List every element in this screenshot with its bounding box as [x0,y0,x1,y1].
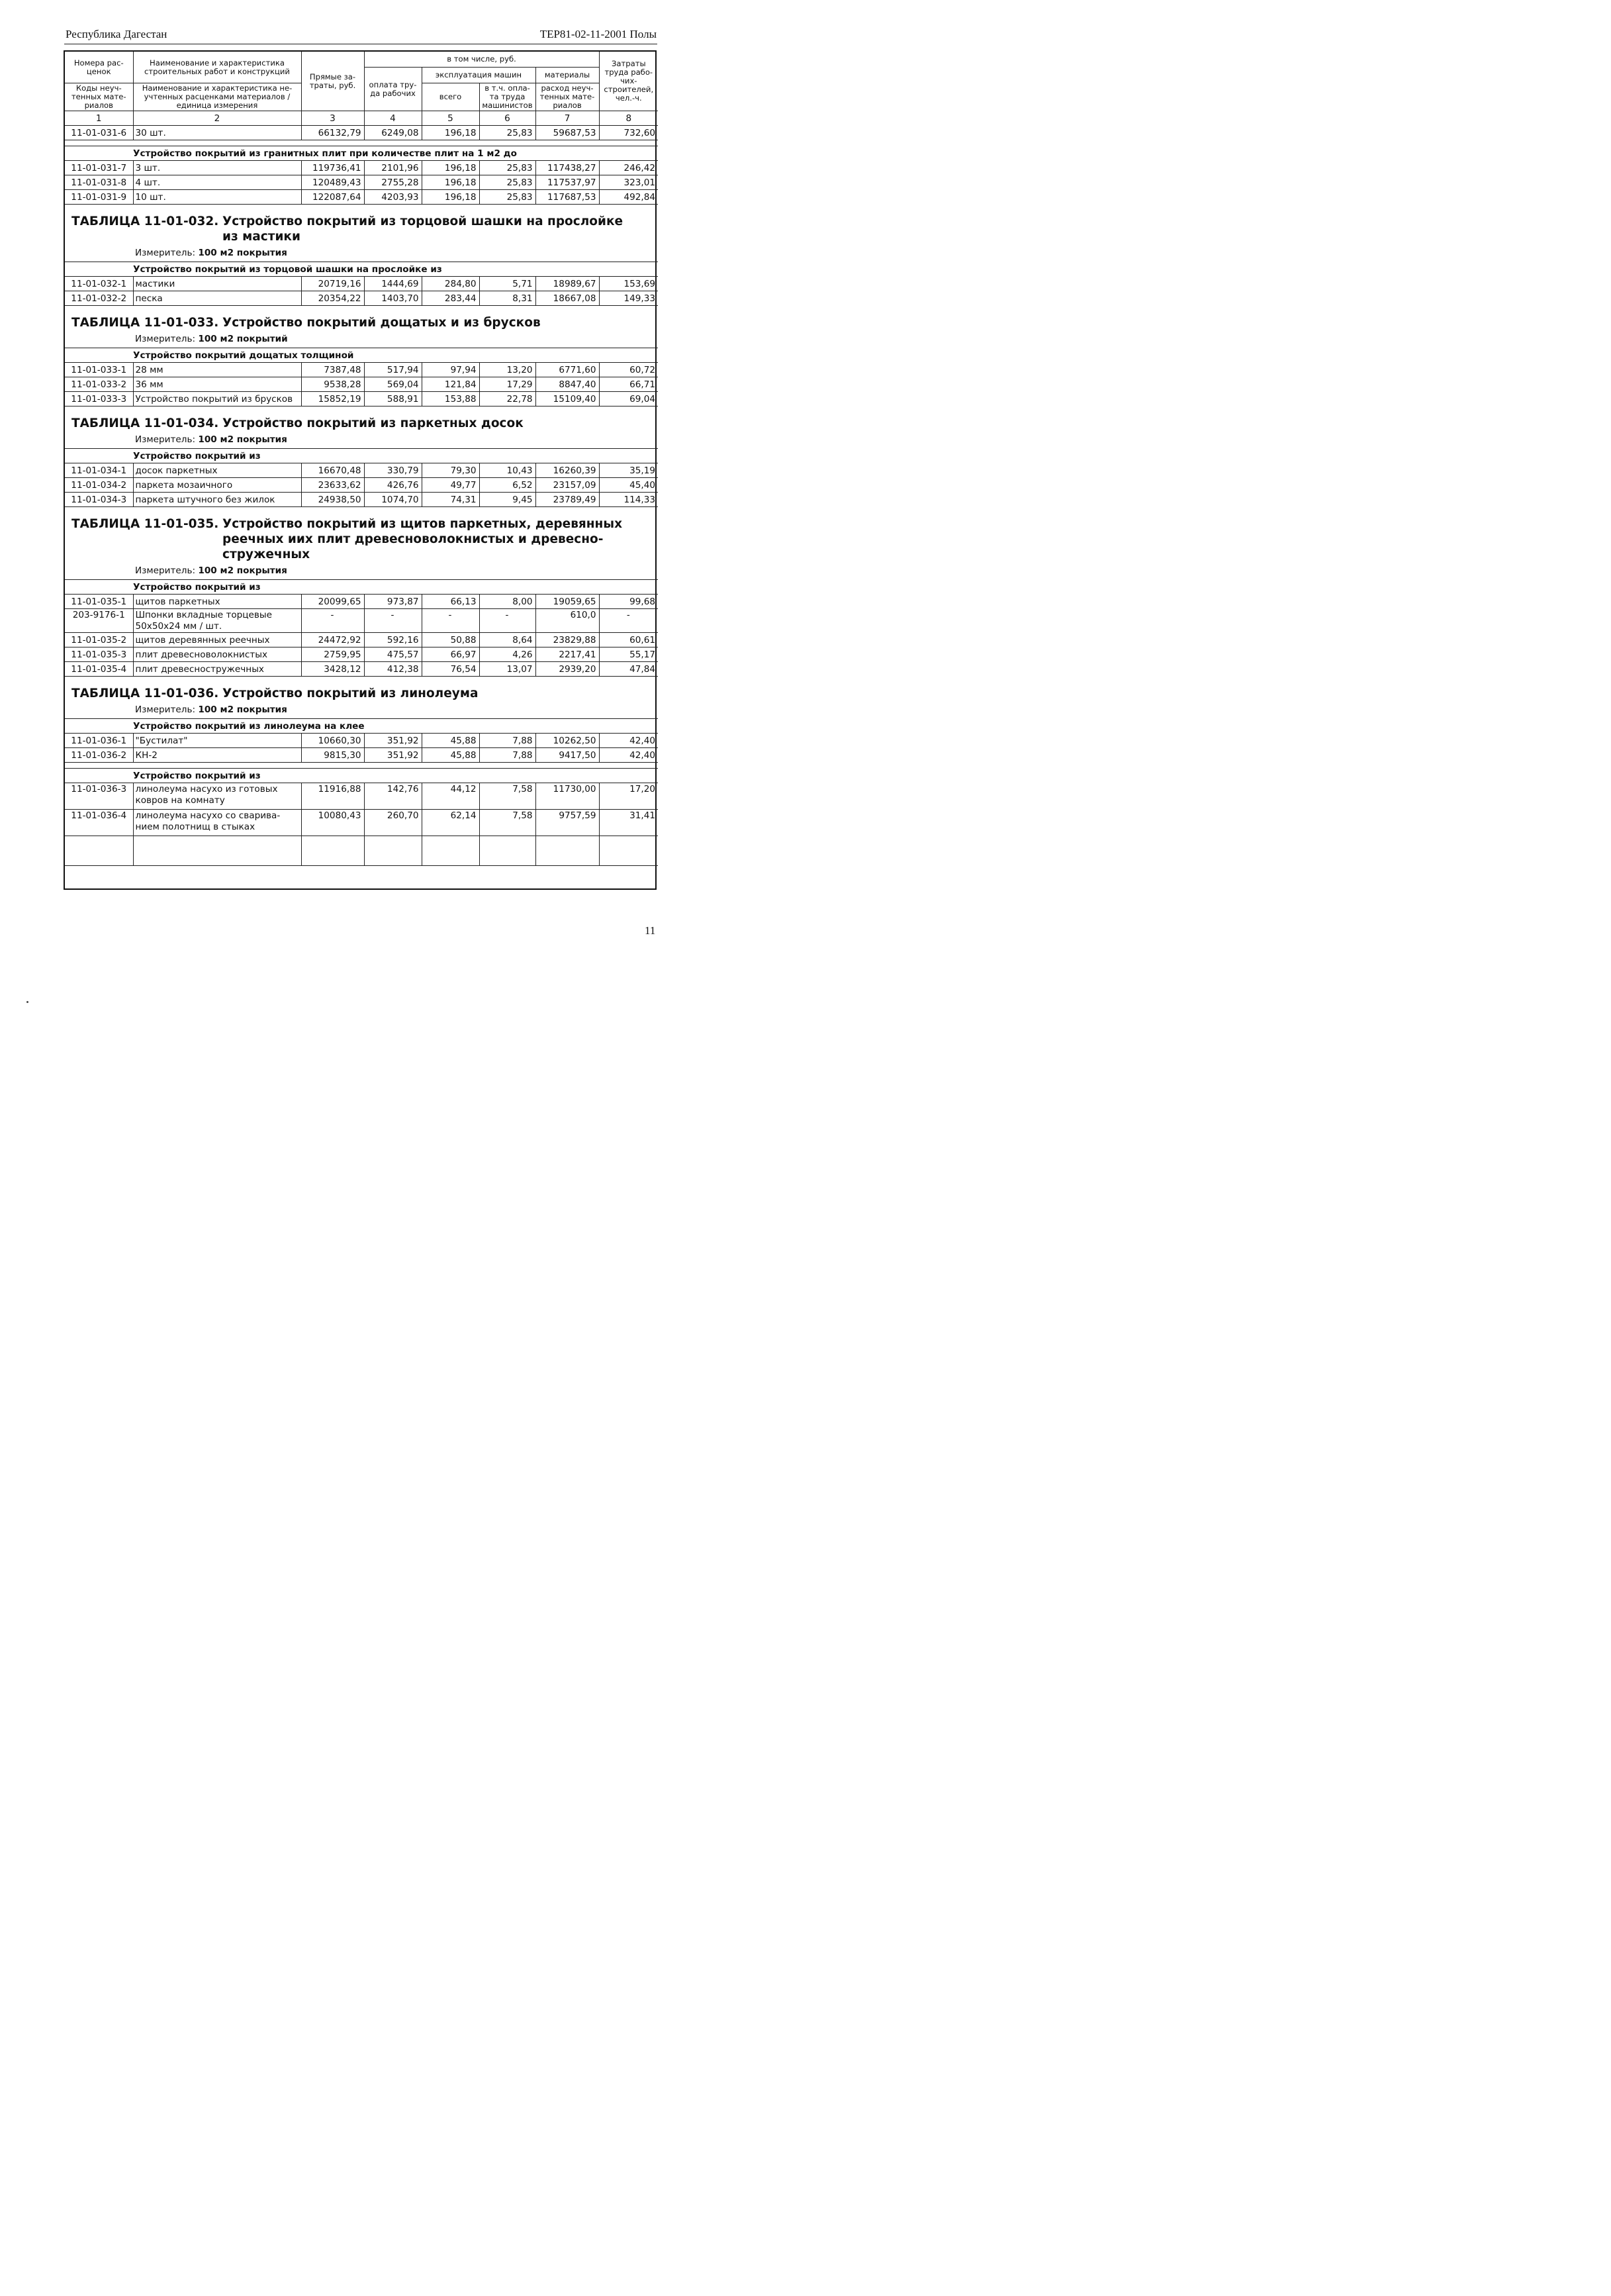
measure-unit [65,244,658,262]
section-row [65,348,658,363]
table-heading-row [65,306,658,348]
direct-cost: 10660,30 [301,734,364,748]
labor-pay: 1444,69 [364,277,422,291]
table-row [65,277,658,291]
header-name-top: Наименование и характеристика строительных работ и конструкций [133,52,301,83]
machines-pay: 5,71 [479,277,535,291]
direct-cost: 9815,30 [301,748,364,763]
table-heading [65,205,658,262]
rate-code: 11-01-033-2 [65,377,133,392]
labor-pay: - [364,609,422,633]
labor-pay: 6249,08 [364,126,422,140]
table-number: ТАБЛИЦА 11-01-034. [71,416,219,430]
section-title: Устройство покрытий из [65,449,658,463]
measure-value: 100 м2 покрытия [198,248,287,258]
machines-total: 49,77 [422,478,479,493]
table-row [65,363,658,377]
measure-unit [65,701,658,718]
table-heading-row [65,677,658,719]
spacer-row [65,763,658,769]
direct-cost: 11916,88 [301,783,364,810]
table-row [65,609,658,633]
rate-code: 11-01-031-6 [65,126,133,140]
machines-pay: - [479,609,535,633]
machines-pay: 13,07 [479,662,535,677]
work-name: плит древесноволокнистых [133,647,301,662]
direct-cost: 20354,22 [301,291,364,306]
empty-cell [133,836,301,866]
measure-value: 100 м2 покрытия [198,704,287,715]
direct-cost: 7387,48 [301,363,364,377]
labor-pay: 260,70 [364,810,422,836]
rate-code: 11-01-035-1 [65,595,133,609]
rate-code: 11-01-031-9 [65,190,133,205]
measure-label: Измеритель: [135,704,196,715]
rate-code: 11-01-033-1 [65,363,133,377]
work-name: паркета мозаичного [133,478,301,493]
materials-cost: 15109,40 [535,392,599,407]
machines-total: 283,44 [422,291,479,306]
materials-cost: 117687,53 [535,190,599,205]
materials-cost: 2939,20 [535,662,599,677]
header-materials-use: расход неуч-тенных мате-риалов [535,83,599,111]
machines-total: 121,84 [422,377,479,392]
measure-value: 100 м2 покрытия [198,565,287,576]
table-heading [65,677,658,719]
spacer-row [65,140,658,146]
labor-pay: 475,57 [364,647,422,662]
column-number: 7 [535,111,599,126]
direct-cost: 24938,50 [301,493,364,507]
direct-cost: 2759,95 [301,647,364,662]
running-header-right: ТЕР81-02-11-2001 Полы [539,28,657,40]
machines-pay: 8,00 [479,595,535,609]
table-name: Устройство покрытий из паркетных досок [222,416,524,430]
direct-cost: 10080,43 [301,810,364,836]
materials-cost: 18989,67 [535,277,599,291]
labor-pay: 588,91 [364,392,422,407]
materials-cost: 117438,27 [535,161,599,175]
rate-code: 11-01-036-1 [65,734,133,748]
rate-code: 11-01-035-4 [65,662,133,677]
labor-hours: 99,68 [599,595,658,609]
table-name: Устройство покрытий из щитов паркетных, деревянных реечных иих плит древесноволокнистых и древесно-стружечных [222,517,623,561]
work-name: Шпонки вкладные торцевые 50х50х24 мм / шт. [133,609,301,633]
machines-pay: 7,88 [479,748,535,763]
section-title: Устройство покрытий из [65,580,658,595]
header-code-top: Номера рас-ценок [65,52,133,83]
section-row [65,146,658,161]
table-title [65,306,658,330]
materials-cost: 23157,09 [535,478,599,493]
empty-cell [535,836,599,866]
rate-code: 203-9176-1 [65,609,133,633]
machines-total: 196,18 [422,190,479,205]
labor-pay: 592,16 [364,633,422,647]
section-title: Устройство покрытий из [65,769,658,783]
measure-unit [65,562,658,579]
machines-total: 66,13 [422,595,479,609]
labor-pay: 4203,93 [364,190,422,205]
labor-hours: 66,71 [599,377,658,392]
machines-pay: 7,58 [479,783,535,810]
machines-total: 97,94 [422,363,479,377]
materials-cost: 9417,50 [535,748,599,763]
table-number: ТАБЛИЦА 11-01-035. [71,517,219,531]
labor-hours: 492,84 [599,190,658,205]
section-title: Устройство покрытий из торцовой шашки на прослойке из [65,262,658,277]
header-name-bottom: Наименование и характеристика не-учтенных расценками материалов / единица измерения [133,83,301,111]
work-name: 36 мм [133,377,301,392]
labor-hours: 323,01 [599,175,658,190]
table-row [65,810,658,836]
labor-pay: 142,76 [364,783,422,810]
header-code-bottom: Коды неуч-тенных мате-риалов [65,83,133,111]
rate-code: 11-01-031-8 [65,175,133,190]
work-name: 3 шт. [133,161,301,175]
machines-pay: 9,45 [479,493,535,507]
column-number: 3 [301,111,364,126]
direct-cost: 24472,92 [301,633,364,647]
labor-hours: 31,41 [599,810,658,836]
rate-code: 11-01-033-3 [65,392,133,407]
work-name: линолеума насухо из готовых ковров на комнату [133,783,301,810]
header-labor-pay: оплата тру-да рабочих [364,68,422,111]
measure-label: Измеритель: [135,565,196,576]
section-title: Устройство покрытий дощатых толщиной [65,348,658,363]
labor-pay: 2101,96 [364,161,422,175]
rate-code: 11-01-036-4 [65,810,133,836]
machines-total: 196,18 [422,175,479,190]
section-row [65,580,658,595]
rate-code: 11-01-035-3 [65,647,133,662]
labor-hours: 732,60 [599,126,658,140]
machines-total: 45,88 [422,748,479,763]
measure-label: Измеритель: [135,334,196,344]
direct-cost: 15852,19 [301,392,364,407]
table-heading-row [65,205,658,262]
rate-code: 11-01-034-1 [65,463,133,478]
column-number-row [65,111,658,126]
empty-cell [301,836,364,866]
rate-code: 11-01-035-2 [65,633,133,647]
direct-cost: 16670,48 [301,463,364,478]
column-number: 1 [65,111,133,126]
empty-cell [65,836,133,866]
machines-pay: 8,64 [479,633,535,647]
machines-pay: 7,58 [479,810,535,836]
labor-pay: 1074,70 [364,493,422,507]
materials-cost: 16260,39 [535,463,599,478]
work-name: песка [133,291,301,306]
measure-unit [65,330,658,348]
work-name: 28 мм [133,363,301,377]
measure-value: 100 м2 покрытий [198,334,288,344]
labor-hours: 55,17 [599,647,658,662]
column-number: 8 [599,111,658,126]
table-heading-row [65,407,658,449]
column-number: 2 [133,111,301,126]
rates-table [65,52,658,866]
section-row [65,449,658,463]
labor-pay: 1403,70 [364,291,422,306]
header-direct-costs: Прямые за-траты, руб. [301,52,364,111]
machines-total: 66,97 [422,647,479,662]
materials-cost: 9757,59 [535,810,599,836]
labor-hours: 35,19 [599,463,658,478]
work-name: 30 шт. [133,126,301,140]
labor-pay: 517,94 [364,363,422,377]
machines-pay: 25,83 [479,126,535,140]
materials-cost: 23829,88 [535,633,599,647]
column-number: 5 [422,111,479,126]
machines-total: 74,31 [422,493,479,507]
work-name: линолеума насухо со сварива-нием полотнищ в стыках [133,810,301,836]
measure-value: 100 м2 покрытия [198,434,287,445]
section-row [65,719,658,734]
header-materials: материалы [535,68,599,83]
section-title: Устройство покрытий из гранитных плит при количестве плит на 1 м2 до [65,146,658,161]
table-heading-row [65,507,658,580]
direct-cost: - [301,609,364,633]
spacer [65,763,658,769]
labor-pay: 2755,28 [364,175,422,190]
rate-code: 11-01-036-2 [65,748,133,763]
work-name: плит древесностружечных [133,662,301,677]
materials-cost: 2217,41 [535,647,599,662]
labor-hours: - [599,609,658,633]
column-number: 6 [479,111,535,126]
rate-code: 11-01-032-1 [65,277,133,291]
direct-cost: 122087,64 [301,190,364,205]
table-title [65,407,658,431]
labor-pay: 569,04 [364,377,422,392]
work-name: 4 шт. [133,175,301,190]
work-name: Устройство покрытий из брусков [133,392,301,407]
page-number: 11 [645,924,656,937]
labor-hours: 153,69 [599,277,658,291]
rate-code: 11-01-034-2 [65,478,133,493]
table-name: Устройство покрытий из торцовой шашки на прослойке из мастики [222,215,623,244]
materials-cost: 117537,97 [535,175,599,190]
labor-hours: 42,40 [599,734,658,748]
labor-hours: 246,42 [599,161,658,175]
machines-total: 45,88 [422,734,479,748]
table-row [65,783,658,810]
work-name: щитов деревянных реечных [133,633,301,647]
machines-pay: 10,43 [479,463,535,478]
materials-cost: 610,0 [535,609,599,633]
direct-cost: 23633,62 [301,478,364,493]
header-machines-total: всего [422,83,479,111]
labor-hours: 45,40 [599,478,658,493]
table-row [65,662,658,677]
rate-code: 11-01-031-7 [65,161,133,175]
work-name: досок паркетных [133,463,301,478]
labor-pay: 351,92 [364,734,422,748]
labor-hours: 17,20 [599,783,658,810]
materials-cost: 18667,08 [535,291,599,306]
table-number: ТАБЛИЦА 11-01-033. [71,316,219,330]
materials-cost: 59687,53 [535,126,599,140]
section-row [65,769,658,783]
materials-cost: 6771,60 [535,363,599,377]
direct-cost: 3428,12 [301,662,364,677]
labor-pay: 330,79 [364,463,422,478]
machines-pay: 8,31 [479,291,535,306]
column-header-row-1 [65,52,658,68]
machines-pay: 17,29 [479,377,535,392]
machines-pay: 6,52 [479,478,535,493]
materials-cost: 11730,00 [535,783,599,810]
direct-cost: 20099,65 [301,595,364,609]
machines-pay: 22,78 [479,392,535,407]
machines-pay: 7,88 [479,734,535,748]
section-row [65,262,658,277]
header-machines: эксплуатация машин [422,68,535,83]
labor-pay: 351,92 [364,748,422,763]
table-name: Устройство покрытий из линолеума [222,687,479,700]
machines-total: 76,54 [422,662,479,677]
labor-hours: 114,33 [599,493,658,507]
table-row [65,161,658,175]
measure-unit [65,431,658,448]
work-name: мастики [133,277,301,291]
rate-code: 11-01-036-3 [65,783,133,810]
empty-cell [479,836,535,866]
machines-total: 284,80 [422,277,479,291]
measure-label: Измеритель: [135,248,196,258]
machines-total: 153,88 [422,392,479,407]
section-title: Устройство покрытий из линолеума на клее [65,719,658,734]
labor-hours: 60,61 [599,633,658,647]
direct-cost: 120489,43 [301,175,364,190]
work-name: КН-2 [133,748,301,763]
header-including: в том числе, руб. [364,52,599,68]
table-heading [65,306,658,348]
labor-pay: 426,76 [364,478,422,493]
table-row [65,493,658,507]
machines-total: 196,18 [422,161,479,175]
table-number: ТАБЛИЦА 11-01-036. [71,687,219,700]
materials-cost: 8847,40 [535,377,599,392]
header-machines-pay: в т.ч. опла-та труда машинистов [479,83,535,111]
table-row [65,291,658,306]
table-title [65,205,658,244]
machines-total: 62,14 [422,810,479,836]
materials-cost: 23789,49 [535,493,599,507]
table-row [65,734,658,748]
table-row [65,647,658,662]
machines-total: 44,12 [422,783,479,810]
labor-pay: 412,38 [364,662,422,677]
empty-cell [364,836,422,866]
table-heading [65,507,658,580]
table-heading [65,407,658,449]
table-row [65,595,658,609]
work-name: паркета штучного без жилок [133,493,301,507]
work-name: щитов паркетных [133,595,301,609]
table-title [65,677,658,701]
empty-cell [599,836,658,866]
labor-hours: 149,33 [599,291,658,306]
empty-cell [422,836,479,866]
direct-cost: 66132,79 [301,126,364,140]
table-title [65,507,658,562]
direct-cost: 119736,41 [301,161,364,175]
work-name: "Бустилат" [133,734,301,748]
rate-code: 11-01-034-3 [65,493,133,507]
labor-hours: 60,72 [599,363,658,377]
labor-pay: 973,87 [364,595,422,609]
rate-code: 11-01-032-2 [65,291,133,306]
running-header-left: Республика Дагестан [66,28,167,40]
machines-total: 50,88 [422,633,479,647]
machines-pay: 25,83 [479,161,535,175]
table-row [65,478,658,493]
machines-pay: 25,83 [479,175,535,190]
labor-hours: 69,04 [599,392,658,407]
rates-table-frame [64,50,657,890]
machines-total: 196,18 [422,126,479,140]
measure-label: Измеритель: [135,434,196,445]
table-row [65,392,658,407]
direct-cost: 20719,16 [301,277,364,291]
machines-total: 79,30 [422,463,479,478]
table-row [65,190,658,205]
machines-pay: 4,26 [479,647,535,662]
machines-pay: 13,20 [479,363,535,377]
labor-hours: 42,40 [599,748,658,763]
header-labor-costs: Затраты труда рабо-чих-строителей, чел.-ч. [599,52,658,111]
materials-cost: 19059,65 [535,595,599,609]
machines-pay: 25,83 [479,190,535,205]
table-row [65,748,658,763]
table-row [65,463,658,478]
work-name: 10 шт. [133,190,301,205]
table-row [65,175,658,190]
direct-cost: 9538,28 [301,377,364,392]
spacer [65,140,658,146]
table-number: ТАБЛИЦА 11-01-032. [71,215,219,228]
empty-row [65,836,658,866]
labor-hours: 47,84 [599,662,658,677]
table-name: Устройство покрытий дощатых и из брусков [222,316,541,330]
column-number: 4 [364,111,422,126]
scan-speck [26,1001,28,1003]
materials-cost: 10262,50 [535,734,599,748]
machines-total: - [422,609,479,633]
table-row [65,633,658,647]
table-row [65,377,658,392]
table-row [65,126,658,140]
